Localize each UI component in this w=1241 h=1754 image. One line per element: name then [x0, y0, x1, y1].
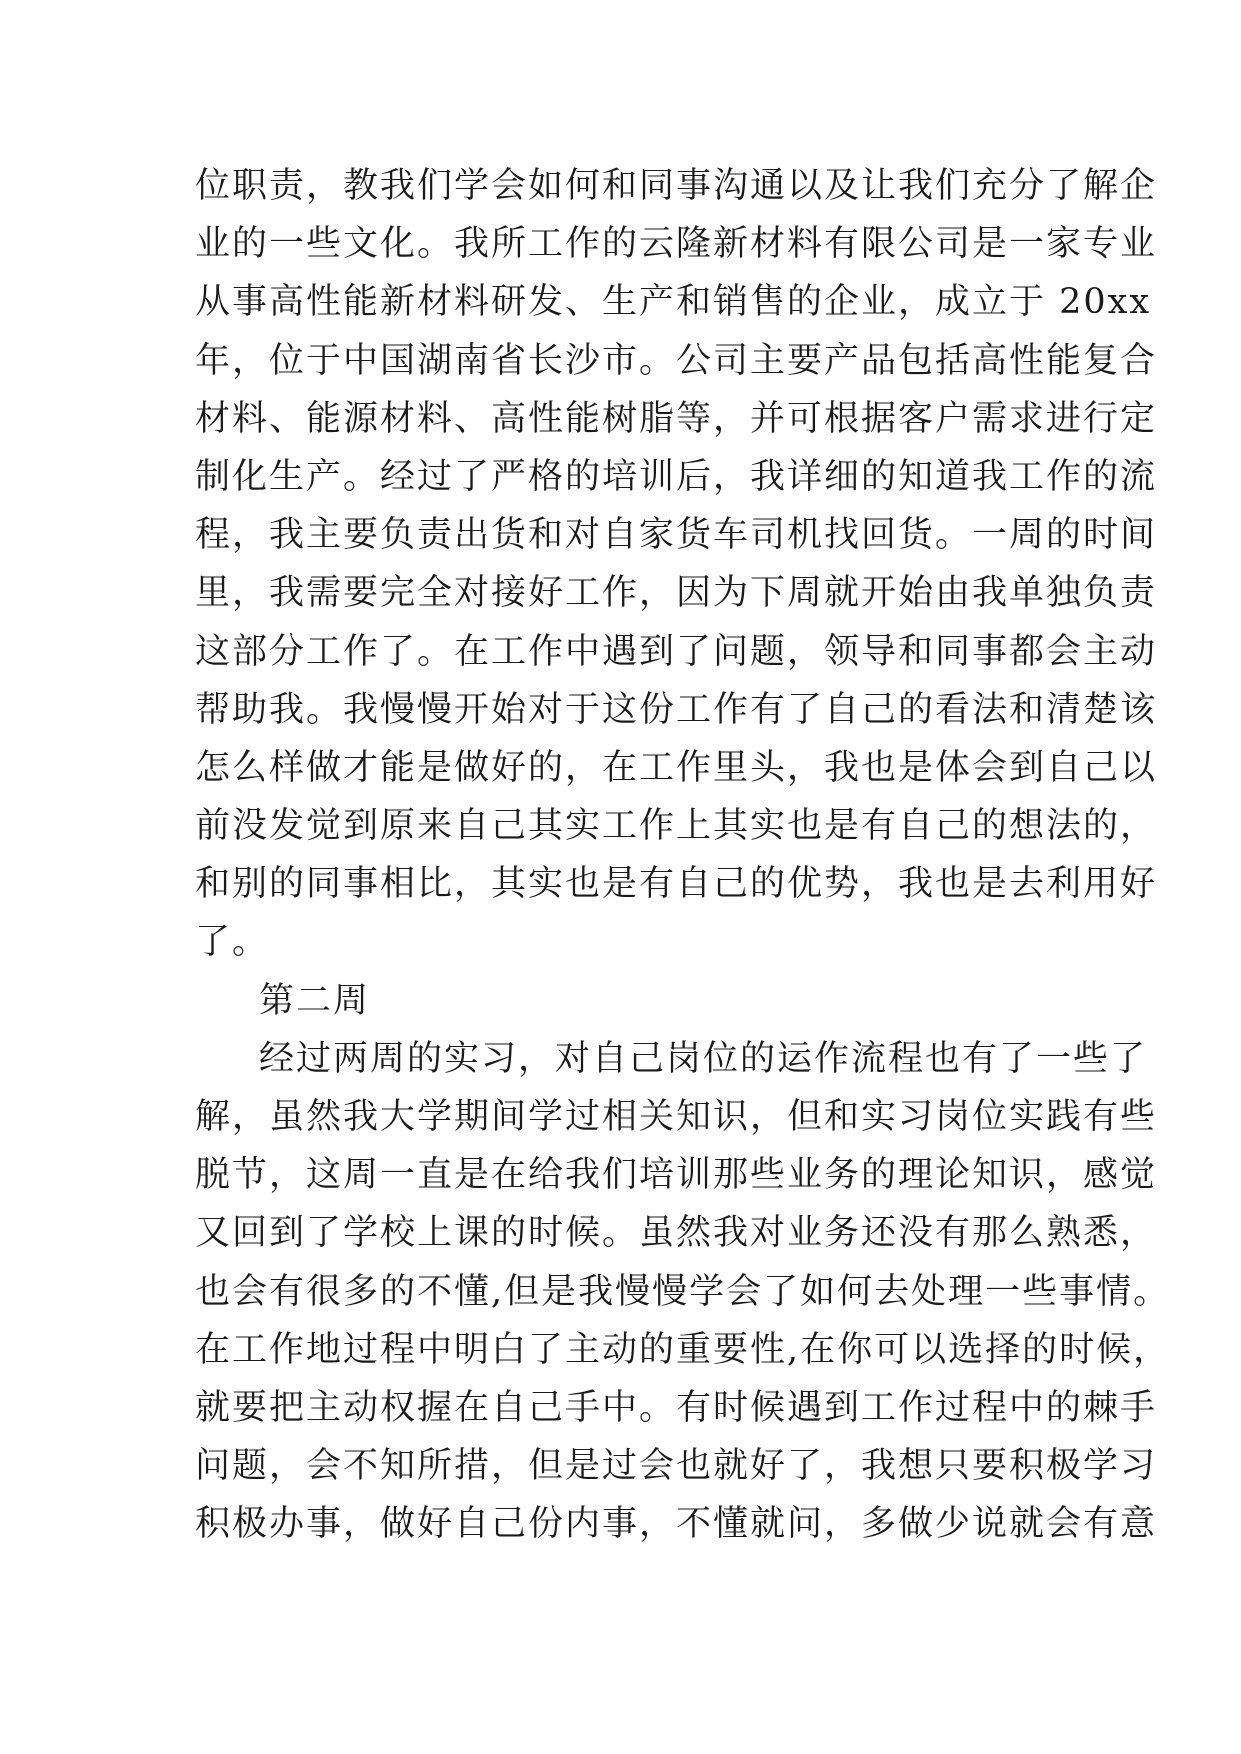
text-line: 前没发觉到原来自己其实工作上其实也是有自己的想法的，: [195, 806, 1158, 847]
text-line: 位职责，教我们学会如何和同事沟通以及让我们充分了解企: [195, 166, 1158, 206]
section-heading: 第二周: [259, 980, 371, 1021]
text-line: 和别的同事相比，其实也是有自己的优势，我也是去利用好: [195, 864, 1158, 905]
text-line: 制化生产。经过了严格的培训后，我详细的知道我工作的流: [195, 456, 1158, 497]
text-line: 材料、能源材料、高性能树脂等，并可根据客户需求进行定: [195, 398, 1158, 439]
text-line: 帮助我。我慢慢开始对于这份工作有了自己的看法和清楚该: [195, 689, 1158, 730]
text-line: 从事高性能新材料研发、生产和销售的企业，成立于 20xx: [195, 282, 1152, 323]
text-line: 了。: [195, 922, 270, 963]
text-line: 就要把主动权握在自己手中。有时候遇到工作过程中的棘手: [195, 1387, 1158, 1428]
text-line: 解，虽然我大学期间学过相关知识，但和实习岗位实践有些: [195, 1097, 1158, 1137]
text-line: 经过两周的实习，对自己岗位的运作流程也有了一些了: [259, 1038, 1148, 1079]
text-line: 也会有很多的不懂,但是我慢慢学会了如何去处理一些事情。: [195, 1271, 1171, 1312]
text-line: 里，我需要完全对接好工作，因为下周就开始由我单独负责: [195, 573, 1158, 614]
text-line: 又回到了学校上课的时候。虽然我对业务还没有那么熟悉，: [195, 1213, 1158, 1254]
text-line: 怎么样做才能是做好的，在工作里头，我也是体会到自己以: [195, 747, 1158, 788]
text-line: 脱节，这周一直是在给我们培训那些业务的理论知识，感觉: [195, 1155, 1158, 1196]
text-line: 积极办事，做好自己份内事，不懂就问，多做少说就会有意: [195, 1504, 1158, 1545]
text-line: 业的一些文化。我所工作的云隆新材料有限公司是一家专业: [195, 224, 1158, 265]
text-line: 在工作地过程中明白了主动的重要性,在你可以选择的时候，: [195, 1329, 1171, 1370]
text-line: 问题，会不知所措，但是过会也就好了，我想只要积极学习: [195, 1446, 1158, 1487]
text-line: 程，我主要负责出货和对自家货车司机找回货。一周的时间: [195, 515, 1158, 556]
text-line: 这部分工作了。在工作中遇到了问题，领导和同事都会主动: [195, 631, 1158, 672]
text-line: 年，位于中国湖南省长沙市。公司主要产品包括高性能复合: [195, 340, 1158, 381]
body-text: [195, 157, 1171, 1554]
